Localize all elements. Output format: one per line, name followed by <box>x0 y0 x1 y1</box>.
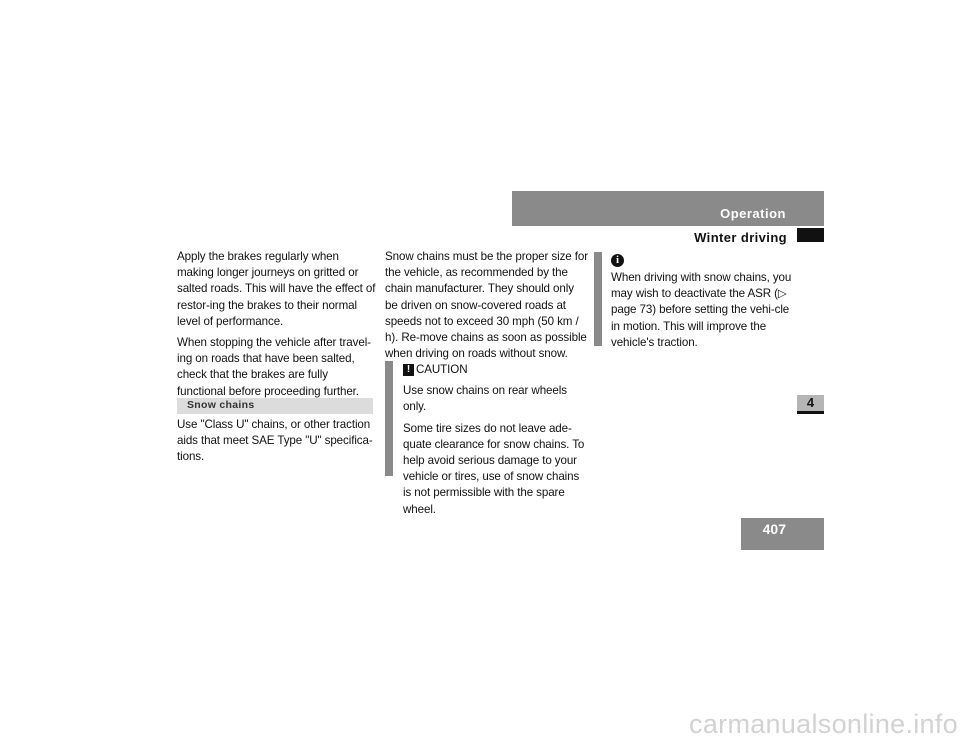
page-number-box <box>741 518 824 550</box>
caution-block <box>403 362 589 523</box>
asr-note: When driving with snow chains, you may wish to deactivate the ASR (▷ page 73) before setting the vehi-cle in motion. This will improve the vehicle's traction. <box>611 271 792 349</box>
chapter-tab: 4 <box>797 395 824 414</box>
stopping-paragraph: When stopping the vehicle after travel-ing on roads that have been salted, check that the brakes are fully functional before proceeding further. <box>177 336 371 398</box>
page-number: 407 <box>762 521 786 537</box>
caution-rear-wheels: Use snow chains on rear wheels only. <box>403 384 567 414</box>
info-icon: i <box>611 254 624 267</box>
left-column-lower <box>177 417 377 471</box>
snow-chains-size-paragraph: Snow chains must be the proper size for the vehicle, as recommended by the chain manufacturer. They should only be driven on snow-covered roads at speeds not to exceed 30 mph (50 km / h). Re-move chains as soon as possible when driving on roads without snow. <box>385 250 588 361</box>
left-column <box>177 249 377 405</box>
caution-clearance: Some tire sizes do not leave ade-quate clearance for snow chains. To help avoid serious damage to your vehicle or tires, use of snow chains is not permissible with the spare wheel. <box>403 421 585 516</box>
section-title: Operation <box>720 206 786 221</box>
info-bar <box>594 252 602 346</box>
caution-title-row <box>403 362 589 378</box>
subsection-title: Winter driving <box>694 230 787 245</box>
caution-bar <box>385 361 393 476</box>
warning-icon: ! <box>403 364 414 376</box>
brakes-paragraph: Apply the brakes regularly when making longer journeys on gritted or salted roads. This will have the effect of restor-ing the brakes to their normal level of performance. <box>177 250 376 328</box>
class-u-paragraph: Use "Class U" chains, or other traction aids that meet SAE Type "U" specifica-tions. <box>177 418 373 464</box>
caution-title: CAUTION <box>416 363 468 376</box>
watermark: carmanualsonline.info <box>689 709 958 739</box>
right-column <box>611 252 797 356</box>
middle-column <box>385 249 589 367</box>
header-bar <box>512 191 824 226</box>
header-tab-marker <box>797 228 824 242</box>
snow-chains-heading: Snow chains <box>177 398 373 414</box>
